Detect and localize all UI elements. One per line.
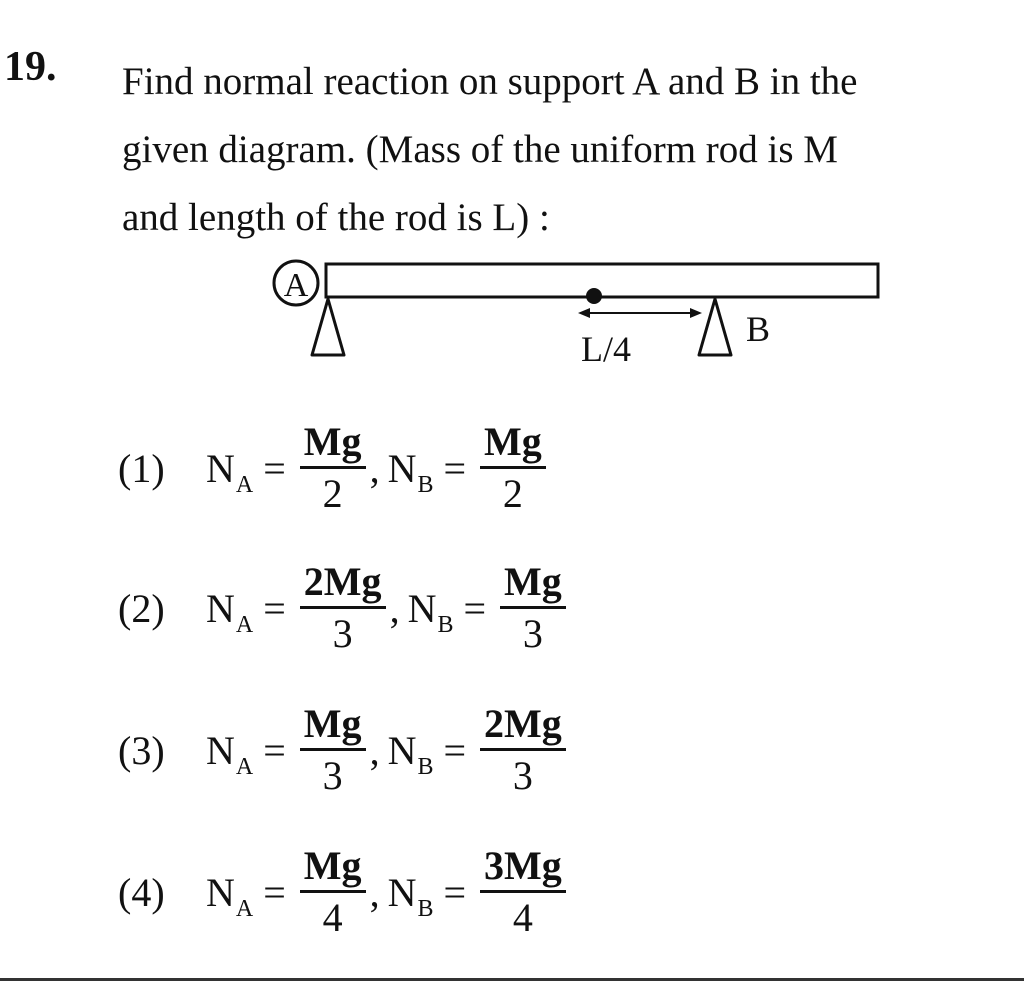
normal-b-symbol: N B xyxy=(387,445,434,498)
bottom-divider xyxy=(0,978,1024,981)
equals-sign: = xyxy=(463,585,487,631)
option-1[interactable] xyxy=(118,418,550,518)
comma: , xyxy=(369,445,380,491)
question-line-1: Find normal reaction on support A and B in the xyxy=(122,60,858,103)
normal-a-symbol: N A xyxy=(206,869,254,922)
equals-sign: = xyxy=(443,727,467,773)
distance-label: L/4 xyxy=(581,329,631,369)
equals-sign: = xyxy=(263,445,286,491)
normal-b-fraction: $\frac{2Mg}{3}$ xyxy=(480,702,566,799)
option-number: (2) xyxy=(118,585,165,631)
equals-sign: = xyxy=(443,869,467,915)
support-a xyxy=(312,299,344,355)
normal-a-fraction: $\frac{Mg}{3}$ xyxy=(300,702,366,799)
option-number: (3) xyxy=(118,727,165,773)
normal-a-symbol: N A xyxy=(206,727,254,780)
equals-sign: = xyxy=(263,585,286,631)
normal-b-fraction: $\frac{Mg}{2}$ xyxy=(480,420,546,517)
normal-a-fraction: $\frac{Mg}{2}$ xyxy=(300,420,366,517)
distance-arrow-right-head xyxy=(690,308,702,318)
option-4[interactable] xyxy=(118,842,570,942)
option-number: (1) xyxy=(118,445,165,491)
rod-diagram xyxy=(0,0,1024,420)
normal-b-fraction: $\frac{3Mg}{4}$ xyxy=(480,844,566,941)
distance-arrow-left-head xyxy=(578,308,590,318)
normal-a-symbol: N A xyxy=(206,585,254,638)
equals-sign: = xyxy=(443,445,467,491)
question-line-3: and length of the rod is L) : xyxy=(122,196,550,239)
normal-b-symbol: N B xyxy=(387,869,434,922)
option-3[interactable] xyxy=(118,700,570,800)
question-line-2: given diagram. (Mass of the uniform rod is M xyxy=(122,128,838,171)
normal-a-fraction: $\frac{Mg}{4}$ xyxy=(300,844,366,941)
normal-b-symbol: N B xyxy=(407,585,454,638)
normal-a-symbol: N A xyxy=(206,445,254,498)
option-2[interactable] xyxy=(118,558,570,658)
normal-b-fraction: $\frac{Mg}{3}$ xyxy=(500,560,566,657)
equals-sign: = xyxy=(263,869,286,915)
normal-a-fraction: $\frac{2Mg}{3}$ xyxy=(300,560,386,657)
normal-b-symbol: N B xyxy=(387,727,434,780)
uniform-rod xyxy=(326,264,878,297)
equals-sign: = xyxy=(263,727,286,773)
comma: , xyxy=(369,727,380,773)
comma: , xyxy=(369,869,380,915)
support-b xyxy=(699,299,731,355)
center-of-mass-dot xyxy=(586,288,602,304)
question-number: 19. xyxy=(4,44,57,90)
comma: , xyxy=(389,585,400,631)
support-b-label: B xyxy=(745,309,771,349)
option-number: (4) xyxy=(118,869,165,915)
support-a-label: A xyxy=(283,267,309,304)
